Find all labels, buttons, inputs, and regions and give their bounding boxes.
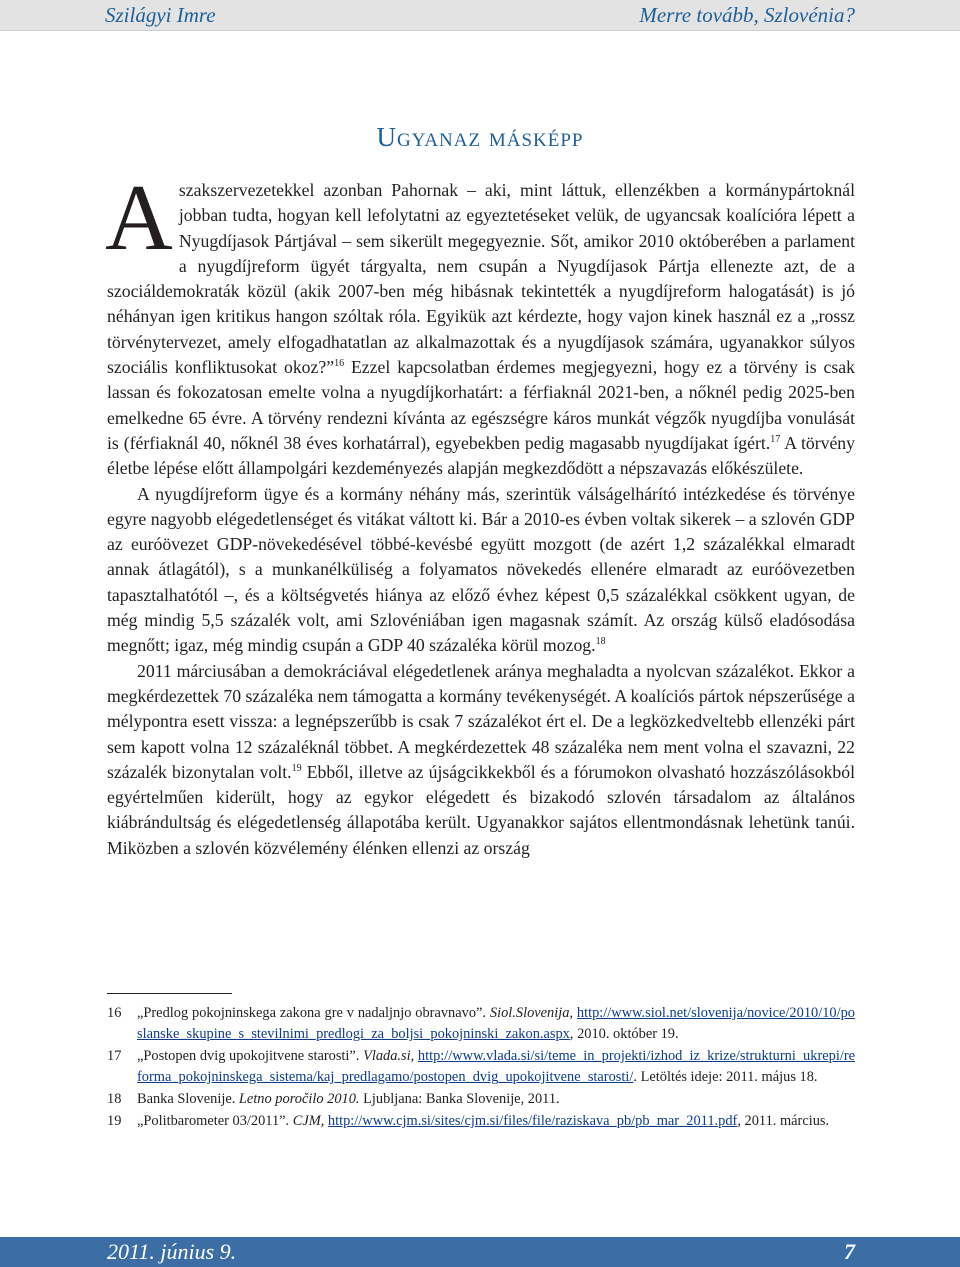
footnote-link[interactable]: http://www.vlada.si/si/teme_in_projekti/izhod_iz_krize/strukturni_ukrepi/reforma_pokojninskega_sistema/kaj_predlagamo/postopen_dvig_upokojitvene_starosti/	[137, 1048, 855, 1085]
footnote-19	[107, 1111, 855, 1132]
paragraph-1-text-b: Ezzel kapcsolatban érdemes megjegyezni, hogy ez a törvény is csak lassan és fokozatosan emelte volna a nyugdíjkorhatárt: a férfiaknál 2021-ben, a nőknél pedig 2025-ben emelkedne 65 évre. A törvény rendezni kívánta az egészségre káros munkát végzők nyugdíjba vonulását is (férfiaknál 40, nőknél 38 éves korhatárral), egyebekben pedig magasabb nyugdíjakat ígért.	[107, 357, 855, 453]
footnote-text: „Politbarometer 03/2011”.	[137, 1113, 293, 1129]
footnote-16	[107, 1003, 855, 1045]
footnote-number: 19	[107, 1113, 122, 1129]
footnote-source: Letno poročilo 2010.	[238, 1091, 360, 1107]
drop-cap: A	[105, 166, 173, 270]
footnote-ref-17[interactable]: 17	[770, 433, 781, 445]
footnotes	[107, 1003, 855, 1133]
paragraph-2	[107, 482, 855, 659]
footnote-number: 18	[107, 1091, 122, 1107]
footnote-source: CJM,	[292, 1113, 325, 1129]
footnote-link[interactable]: http://www.cjm.si/sites/cjm.si/files/file/raziskava_pb/pb_mar_2011.pdf	[327, 1113, 738, 1129]
footnote-divider	[107, 993, 232, 994]
footnote-ref-16[interactable]: 16	[334, 358, 345, 370]
footnote-text: „Postopen dvig upokojitvene starosti”.	[137, 1048, 364, 1064]
page-number: 7	[844, 1239, 855, 1264]
paragraph-1-text-a: szakszervezetekkel azonban Pahornak – aki, mint láttuk, ellenzékben a kormánypártoknál jobban tudta, hogyan kell lefolytatni az egyeztetéseket velük, de ugyancsak koalícióra lépett a Nyugdíjasok Pártjával – sem sikerült megegyeznie. Sőt, amikor 2010 októberében a parlament a nyugdíjreform ügyét tárgyalta, nem csupán a Nyugdíjasok Pártja ellenezte azt, de a szociáldemokraták közül (akik 2007-ben még hibásnak tekintették a nyugdíjreform halogatását) is jó néhányan igen kritikus hangon szóltak róla. Egyikük azt kérdezte, hogy vajon kinek használ ez a „rossz törvénytervezet, amely elfogadhatatlan az alkalmazottak és a nyugdíjasok számára, ugyanakkor súlyos szociális konfliktusokat okoz?”	[107, 180, 855, 378]
footnote-date: . Letöltés ideje: 2011. május 18.	[633, 1069, 818, 1085]
footnote-date: , 2010. október 19.	[569, 1026, 679, 1042]
footnote-source: Vlada.si,	[363, 1048, 415, 1064]
footer-date: 2011. június 9.	[107, 1239, 237, 1264]
footnote-number: 17	[107, 1048, 122, 1064]
footnote-date: Ljubljana: Banka Slovenije, 2011.	[359, 1091, 560, 1107]
footnote-date: , 2011. március.	[737, 1113, 830, 1129]
footnote-link[interactable]: http://www.siol.net/slovenija/novice/2010/10/poslanske_skupine_s_stevilnimi_predlogi_za_boljsi_pokojninski_zakon.aspx	[137, 1005, 855, 1042]
footnote-17	[107, 1046, 855, 1088]
header-title: Merre tovább, Szlovénia?	[639, 3, 855, 27]
footnote-text: „Predlog pokojninskega zakona gre v nadaljnjo obravnavo”.	[137, 1005, 490, 1021]
footnote-number: 16	[107, 1005, 122, 1021]
footnote-ref-19[interactable]: 19	[291, 762, 302, 774]
paragraph-3	[107, 659, 855, 861]
footnote-18	[107, 1089, 855, 1110]
paragraph-3-text-b: Ebből, illetve az újságcikkekből és a fórumokon olvasható hozzászólásokból egyértelműen kiderült, hogy az egykor elégedett és bizakodó szlovén társadalom az általános kiábrándultság és elégedetlenség állapotába került. Ugyanakkor sajátos ellentmondásnak lehetünk tanúi. Miközben a szlovén közvélemény élénken ellenzi az ország	[107, 761, 855, 858]
paragraph-3-text-a: 2011 márciusában a demokráciával elégedetlenek aránya meghaladta a nyolcvan százalékot. Ekkor a megkérdezettek 70 százaléka nem támogatta a kormány tevékenységét. A koalíciós pártok népszerűsége a mélypontra esett vissza: a legnépszerűbb is csak 7 százalékot ért el. De a legközkedveltebb ellenzéki párt sem kapott volna 12 százaléknál többet. A megkérdezettek 48 százaléka nem ment volna el szavazni, 22 százalék bizonytalan volt.	[107, 660, 855, 782]
header-author: Szilágyi Imre	[105, 3, 216, 27]
footnote-ref-18[interactable]: 18	[595, 636, 606, 648]
running-footer	[0, 1237, 960, 1267]
article-body	[105, 166, 855, 861]
paragraph-2-text: A nyugdíjreform ügye és a kormány néhány más, szerintük válságelhárító intézkedése és törvénye egyre nagyobb elégedetlenséget és vitákat váltott ki. Bár a 2010-es évben voltak sikerek – a szlovén GDP az euróövezet GDP-növekedésével többé-kevésbé együtt mozgott (de azért 1,2 százalékkal elmaradt annak átlagától), s a munkanélküliség a folyamatos növekedés ellenére elmaradt az euróövezetben tapasztalhatótól –, és a költségvetés hiánya az előző évhez képest 0,5 százalékkal csökkent ugyan, de még mindig 5,5 százalék volt, ami Szlovéniában igen magasnak számít. Az ország külső eladósodása megnőtt; igaz, még mindig csupán a GDP 40 százaléka körül mozog.	[107, 483, 855, 656]
section-title: Ugyanaz másképp	[376, 122, 584, 152]
footnote-source: Siol.Slovenija,	[489, 1005, 574, 1021]
footnote-text: Banka Slovenije.	[137, 1091, 239, 1107]
paragraph-1	[105, 166, 855, 482]
running-header	[0, 0, 960, 31]
paragraph-1-text-c: A törvény életbe lépése előtt állampolgári kezdeményezés alapján megkezdődött a népszavazás előkészülete.	[107, 432, 855, 479]
